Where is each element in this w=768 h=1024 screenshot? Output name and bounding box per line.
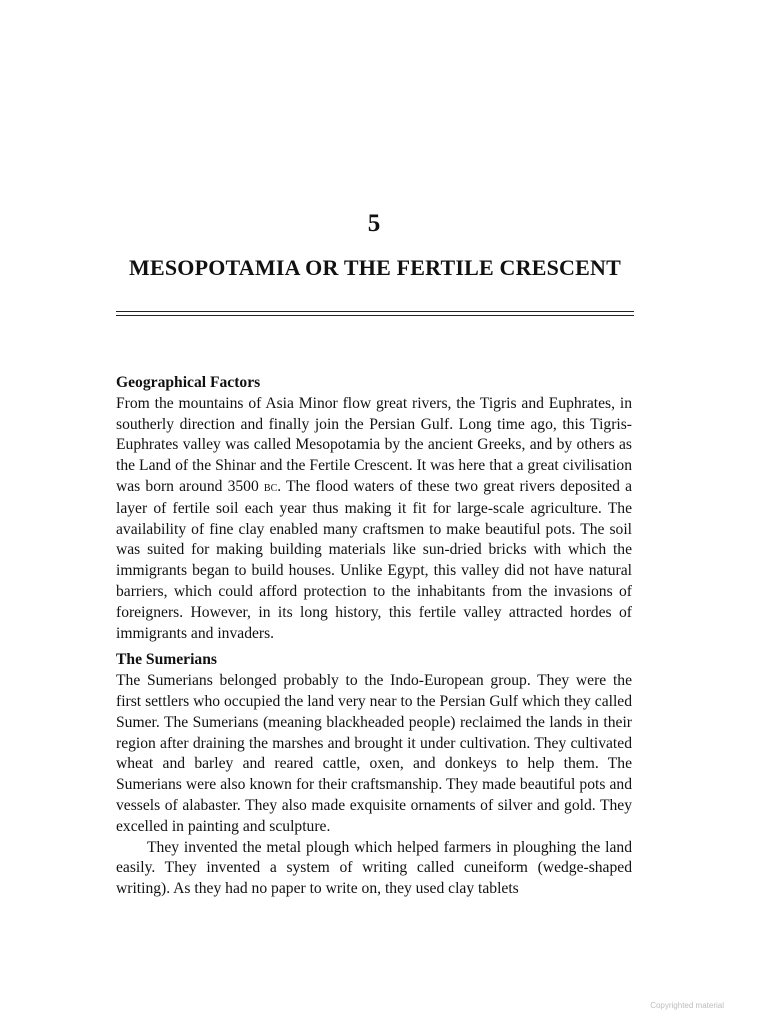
chapter-number: 5: [367, 210, 381, 237]
paragraph-geographical-factors: From the mountains of Asia Minor flow great rivers, the Tigris and Euphrates, in southerly direction and finally join the Persian Gulf. Long time ago, this Tigris-Euphrates valley was called Mesopotamia by the ancient Greeks, and by others as the Land of the Shinar and the Fertile Crescent. It was here that a great civilisation was born around 3500 bc. The flood waters of these two great rivers deposited a layer of fertile soil each year thus making it fit for large-scale agriculture. The availability of fine clay enabled many craftsmen to make beautiful pots. The soil was suited for making building materials like sun-dried bricks with which the immigrants began to build houses. Unlike Egypt, this valley did not have natural barriers, which could afford protection to the inhabitants from the invasions of foreigners. However, in its long history, this fertile valley attracted hordes of immigrants and invaders.: [116, 394, 632, 642]
paragraph-sumerians-inventions: They invented the metal plough which helped farmers in ploughing the land easily. They invented a system of writing called cuneiform (wedge-shaped writing). As they had no paper to write on, they used clay tablets: [116, 838, 632, 898]
era-abbreviation: bc: [263, 479, 278, 495]
title-rule-top: [116, 311, 634, 312]
section-heading-sumerians: The Sumerians: [116, 651, 217, 669]
copyright-watermark: Copyrighted material: [650, 1001, 724, 1010]
paragraph-sumerians-origin: The Sumerians belonged probably to the Indo-European group. They were the first settlers who occupied the land very near to the Persian Gulf which they called Sumer. The Sumerians (meaning blackheaded people) reclaimed the lands in their region after draining the marshes and brought it under cultivation. They cultivated wheat and barley and reared cattle, oxen, and donkeys to help them. The Sumerians were also known for their craftsmanship. They made beautiful pots and vessels of alabaster. They also made exquisite ornaments of silver and gold. They excelled in painting and sculpture.: [116, 672, 632, 835]
section-heading-geographical-factors: Geographical Factors: [116, 374, 261, 391]
title-rule-bottom: [116, 315, 634, 316]
chapter-title: MESOPOTAMIA OR THE FERTILE CRESCENT: [129, 255, 621, 280]
chapter-body: [116, 373, 632, 900]
